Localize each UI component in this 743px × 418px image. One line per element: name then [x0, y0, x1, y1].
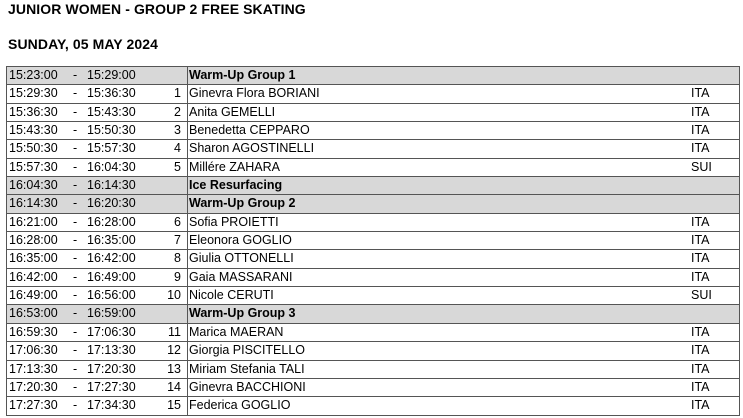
time-separator: -: [73, 86, 78, 101]
band-label: Warm-Up Group 2: [189, 196, 296, 211]
end-time: 16:04:30: [87, 159, 136, 174]
start-number: 4: [174, 141, 181, 156]
start-time: 15:57:30: [9, 159, 58, 174]
schedule-band-row: [6, 67, 740, 85]
start-number: 15: [167, 398, 181, 413]
skater-name: Nicole CERUTI: [189, 288, 274, 303]
skater-name: Millére ZAHARA: [189, 159, 280, 174]
start-number: 13: [167, 361, 181, 376]
schedule-row: [6, 269, 740, 287]
schedule-date: SUNDAY, 05 MAY 2024: [8, 36, 159, 52]
start-time: 16:42:00: [9, 269, 58, 284]
nation-code: ITA: [691, 324, 710, 339]
start-time: 16:04:30: [9, 178, 58, 193]
column-divider: [187, 361, 188, 378]
column-divider: [187, 379, 188, 396]
end-time: 16:49:00: [87, 269, 136, 284]
end-time: 17:06:30: [87, 324, 136, 339]
time-separator: -: [73, 178, 78, 193]
skater-name: Miriam Stefania TALI: [189, 361, 305, 376]
time-separator: -: [73, 104, 78, 119]
schedule-row: [6, 214, 740, 232]
nation-code: ITA: [691, 269, 710, 284]
column-divider: [187, 85, 188, 102]
start-time: 16:21:00: [9, 214, 58, 229]
column-divider: [187, 177, 188, 194]
schedule-row: [6, 379, 740, 397]
nation-code: ITA: [691, 214, 710, 229]
start-number: 5: [174, 159, 181, 174]
end-time: 17:27:30: [87, 379, 136, 394]
end-time: 15:57:30: [87, 141, 136, 156]
time-separator: -: [73, 361, 78, 376]
document-title: JUNIOR WOMEN - GROUP 2 FREE SKATING: [8, 1, 306, 17]
column-divider: [187, 324, 188, 341]
start-time: 17:20:30: [9, 379, 58, 394]
nation-code: SUI: [691, 159, 712, 174]
nation-code: ITA: [691, 398, 710, 413]
column-divider: [187, 342, 188, 359]
nation-code: ITA: [691, 379, 710, 394]
band-label: Ice Resurfacing: [189, 178, 283, 193]
start-number: 6: [174, 214, 181, 229]
time-separator: -: [73, 324, 78, 339]
end-time: 16:20:30: [87, 196, 136, 211]
column-divider: [187, 214, 188, 231]
end-time: 16:42:00: [87, 251, 136, 266]
start-time: 16:35:00: [9, 251, 58, 266]
time-separator: -: [73, 306, 78, 321]
start-number: 12: [167, 343, 181, 358]
end-time: 16:56:00: [87, 288, 136, 303]
start-time: 16:59:30: [9, 324, 58, 339]
skater-name: Giorgia PISCITELLO: [189, 343, 306, 358]
time-separator: -: [73, 269, 78, 284]
nation-code: ITA: [691, 123, 710, 138]
start-number: 3: [174, 123, 181, 138]
time-separator: -: [73, 379, 78, 394]
start-number: 11: [168, 324, 181, 339]
time-separator: -: [73, 196, 78, 211]
time-separator: -: [73, 159, 78, 174]
column-divider: [187, 195, 188, 212]
skater-name: Sofia PROIETTI: [189, 214, 279, 229]
time-separator: -: [73, 214, 78, 229]
end-time: 17:34:30: [87, 398, 136, 413]
schedule-row: [6, 159, 740, 177]
schedule-row: [6, 324, 740, 342]
schedule-band-row: [6, 177, 740, 195]
column-divider: [187, 67, 188, 84]
start-number: 9: [174, 269, 181, 284]
end-time: 15:36:30: [87, 86, 136, 101]
schedule-row: [6, 122, 740, 140]
column-divider: [187, 104, 188, 121]
end-time: 17:20:30: [87, 361, 136, 376]
time-separator: -: [73, 398, 78, 413]
start-time: 15:29:30: [9, 86, 58, 101]
time-separator: -: [73, 288, 78, 303]
column-divider: [187, 305, 188, 322]
start-time: 16:53:00: [9, 306, 58, 321]
column-divider: [187, 250, 188, 267]
schedule-band-row: [6, 305, 740, 323]
schedule-row: [6, 361, 740, 379]
column-divider: [187, 140, 188, 157]
end-time: 16:59:00: [87, 306, 136, 321]
schedule-row: [6, 104, 740, 122]
schedule-row: [6, 232, 740, 250]
end-time: 16:28:00: [87, 214, 136, 229]
start-time: 16:28:00: [9, 233, 58, 248]
column-divider: [187, 122, 188, 139]
start-number: 1: [174, 86, 181, 101]
start-time: 17:27:30: [9, 398, 58, 413]
start-number: 8: [174, 251, 181, 266]
end-time: 16:14:30: [87, 178, 136, 193]
start-time: 16:14:30: [9, 196, 58, 211]
nation-code: ITA: [691, 233, 710, 248]
start-time: 16:49:00: [9, 288, 58, 303]
nation-code: ITA: [691, 104, 710, 119]
band-label: Warm-Up Group 3: [189, 306, 296, 321]
schedule-row: [6, 287, 740, 305]
start-time: 17:13:30: [9, 361, 58, 376]
skater-name: Marica MAERAN: [189, 324, 284, 339]
end-time: 15:29:00: [87, 68, 136, 82]
time-separator: -: [73, 233, 78, 248]
start-time: 17:06:30: [9, 343, 58, 358]
time-separator: -: [73, 251, 78, 266]
time-separator: -: [73, 68, 78, 82]
nation-code: ITA: [691, 251, 710, 266]
schedule-row: [6, 397, 740, 415]
nation-code: ITA: [691, 343, 710, 358]
column-divider: [187, 397, 188, 414]
band-label: Warm-Up Group 1: [189, 68, 296, 82]
start-number: 7: [174, 233, 181, 248]
start-time: 15:50:30: [9, 141, 58, 156]
time-separator: -: [73, 343, 78, 358]
end-time: 16:35:00: [87, 233, 136, 248]
start-time: 15:23:00: [9, 68, 58, 82]
schedule-row: [6, 250, 740, 268]
skater-name: Giulia OTTONELLI: [189, 251, 294, 266]
time-separator: -: [73, 123, 78, 138]
skater-name: Sharon AGOSTINELLI: [189, 141, 315, 156]
start-time: 15:43:30: [9, 123, 58, 138]
start-number: 14: [167, 379, 181, 394]
end-time: 17:13:30: [87, 343, 136, 358]
skater-name: Benedetta CEPPARO: [189, 123, 310, 138]
skater-name: Gaia MASSARANI: [189, 269, 293, 284]
end-time: 15:43:30: [87, 104, 136, 119]
start-number: 2: [174, 104, 181, 119]
time-separator: -: [73, 141, 78, 156]
column-divider: [187, 287, 188, 304]
column-divider: [187, 232, 188, 249]
schedule-row: [6, 140, 740, 158]
schedule-row: [6, 342, 740, 360]
start-number: 10: [167, 288, 181, 303]
end-time: 15:50:30: [87, 123, 136, 138]
column-divider: [187, 269, 188, 286]
start-time: 15:36:30: [9, 104, 58, 119]
nation-code: ITA: [691, 86, 710, 101]
nation-code: SUI: [691, 288, 712, 303]
skater-name: Ginevra Flora BORIANI: [189, 86, 320, 101]
skater-name: Eleonora GOGLIO: [189, 233, 292, 248]
nation-code: ITA: [691, 141, 710, 156]
schedule-band-row: [6, 195, 740, 213]
column-divider: [187, 159, 188, 176]
schedule-table: [6, 66, 740, 416]
skater-name: Federica GOGLIO: [189, 398, 291, 413]
schedule-row: [6, 85, 740, 103]
nation-code: ITA: [691, 361, 710, 376]
skater-name: Ginevra BACCHIONI: [189, 379, 306, 394]
skater-name: Anita GEMELLI: [189, 104, 276, 119]
